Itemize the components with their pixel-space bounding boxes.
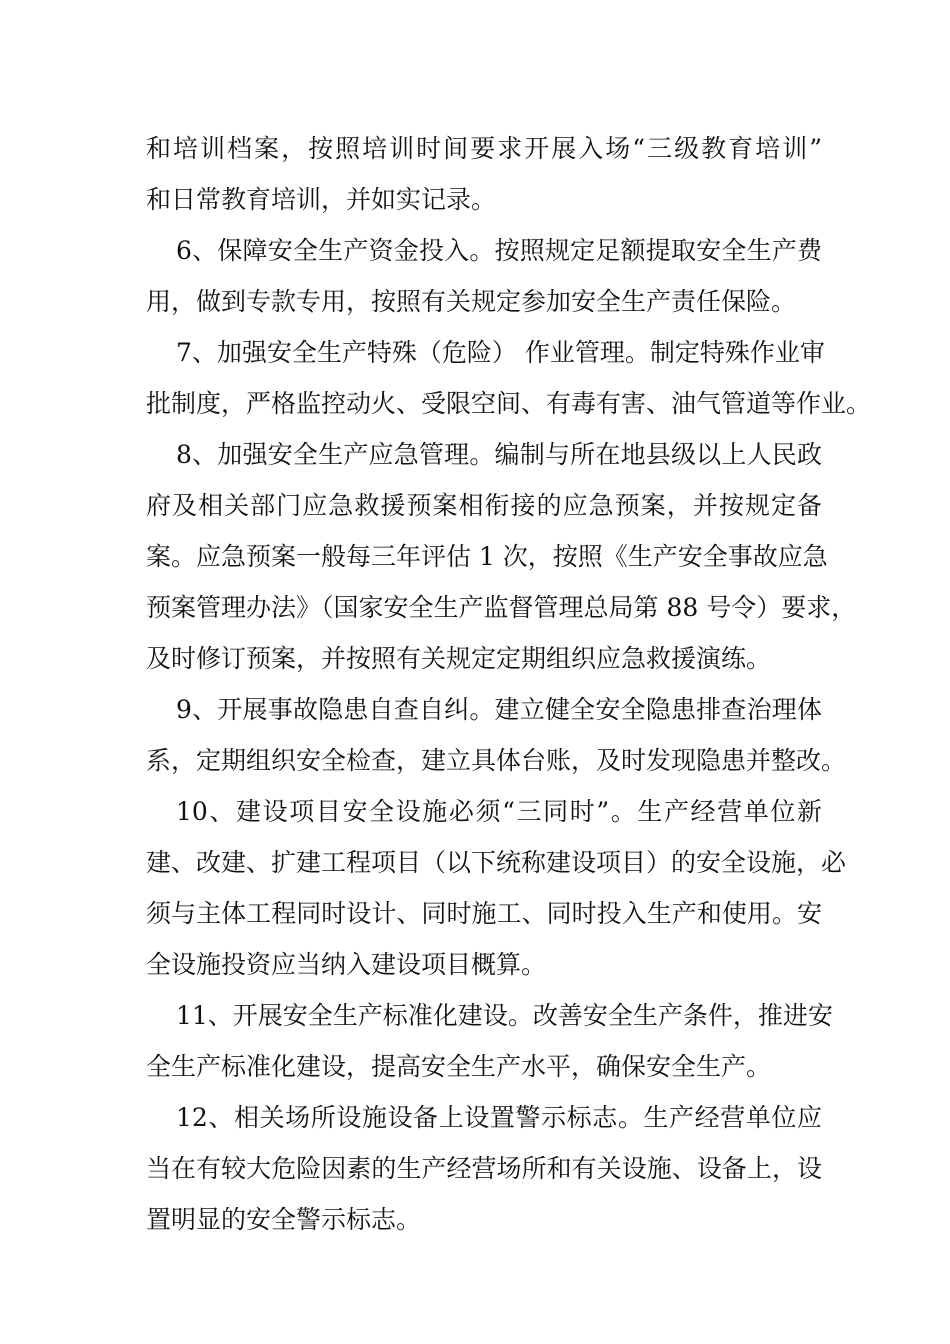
paragraph-8-line-5: 及时修订预案，并按照有关规定定期组织应急救援演练。 <box>146 644 772 673</box>
paragraph-6-line-2: 用，做到专款专用，按照有关规定参加安全生产责任保险。 <box>146 287 797 316</box>
paragraph-9-line-1: 9、开展事故隐患自查自纠。建立健全安全隐患排查治理体 <box>176 695 822 724</box>
paragraph-10-line-4: 全设施投资应当纳入建设项目概算。 <box>146 950 547 979</box>
paragraph-9-line-2: 系，定期组织安全检查，建立具体台账，及时发现隐患并整改。 <box>146 746 847 775</box>
paragraph-12-line-2: 当在有较大危险因素的生产经营场所和有关设施、设备上，设 <box>146 1154 822 1183</box>
paragraph-11-line-2: 全生产标准化建设，提高安全生产水平，确保安全生产。 <box>146 1052 772 1081</box>
paragraph-6-line-1: 6、保障安全生产资金投入。按照规定足额提取安全生产费 <box>176 236 822 265</box>
paragraph-10-line-3: 须与主体工程同时设计、同时施工、同时投入生产和使用。安 <box>146 899 822 928</box>
paragraph-8-line-4: 预案管理办法》（国家安全生产监督管理总局第 88 号令）要求， <box>146 593 857 622</box>
paragraph-11-line-1: 11、开展安全生产标准化建设。改善安全生产条件，推进安 <box>176 1001 833 1030</box>
paragraph-8-line-1: 8、加强安全生产应急管理。编制与所在地县级以上人民政 <box>176 440 822 469</box>
paragraph-7-line-1: 7、加强安全生产特殊（危险） 作业管理。制定特殊作业审 <box>176 338 825 367</box>
text-line-2: 和日常教育培训，并如实记录。 <box>146 185 497 214</box>
paragraph-8-line-3: 案。应急预案一般每三年评估 1 次，按照《生产安全事故应急 <box>146 542 828 571</box>
paragraph-10-line-2: 建、改建、扩建工程项目（以下统称建设项目）的安全设施，必 <box>146 848 847 877</box>
paragraph-10-line-1: 10、建设项目安全设施必须“三同时”。生产经营单位新 <box>176 797 822 826</box>
paragraph-7-line-2: 批制度，严格监控动火、受限空间、有毒有害、油气管道等作业。 <box>146 389 872 418</box>
paragraph-12-line-3: 置明显的安全警示标志。 <box>146 1205 422 1234</box>
paragraph-12-line-1: 12、相关场所设施设备上设置警示标志。生产经营单位应 <box>176 1103 822 1132</box>
text-line-1: 和培训档案，按照培训时间要求开展入场“三级教育培训” <box>146 134 822 163</box>
paragraph-8-line-2: 府及相关部门应急救援预案相衔接的应急预案，并按规定备 <box>146 491 822 520</box>
